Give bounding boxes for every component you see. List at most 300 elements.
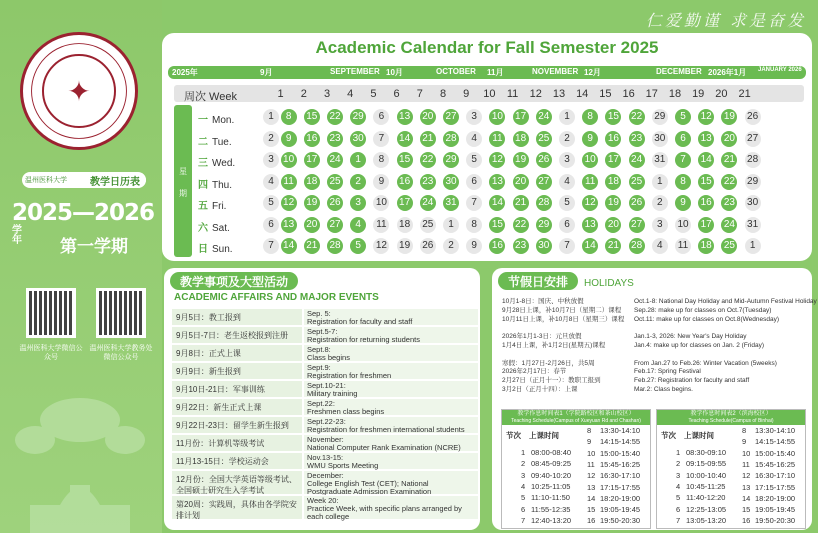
date-cell: 25 <box>629 174 645 190</box>
holiday-en: Feb.27: Registration for faculty and staff <box>634 377 750 385</box>
date-cell: 3 <box>466 109 482 125</box>
date-cell: 15 <box>304 109 320 125</box>
schedule-period: 11 <box>742 459 750 469</box>
date-cell: 28 <box>629 238 645 254</box>
schedule-period: 15 <box>587 505 596 515</box>
schedule-time: 12:25-13:05 <box>686 504 727 514</box>
date-cell: 9 <box>373 174 389 190</box>
weekday-cn: 日 <box>198 244 208 255</box>
date-cell: 19 <box>605 195 621 211</box>
date-cell: 14 <box>698 152 714 168</box>
date-cell: 28 <box>327 238 343 254</box>
event-row <box>172 470 478 494</box>
event-row <box>172 308 478 325</box>
schedule-period: 1 <box>521 448 526 457</box>
week-number: 7 <box>416 88 423 100</box>
date-cell: 2 <box>559 131 575 147</box>
month-label: OCTOBER <box>436 67 476 76</box>
holiday-cn: 1月4日上课，补1月2日(星期五)课程 <box>502 342 606 349</box>
holidays-subtitle: HOLIDAYS <box>584 278 634 289</box>
month-label: JANUARY 2026 <box>758 67 802 73</box>
qr-label-wmu: 温州医科大学微信公众号 <box>19 345 83 361</box>
weekday-band-label: 星 期 <box>179 167 187 198</box>
weekday-label <box>198 176 232 191</box>
date-cell: 16 <box>698 195 714 211</box>
date-cell: 14 <box>281 238 297 254</box>
date-cell: 17 <box>397 195 413 211</box>
date-cell: 19 <box>397 238 413 254</box>
weekday-label <box>198 240 233 255</box>
date-cell: 8 <box>281 109 297 125</box>
weekday-cn: 二 <box>198 136 208 148</box>
weekday-en: Tue. <box>212 136 232 148</box>
holiday-en: Feb.17: Spring Festival <box>634 368 701 376</box>
event-row <box>172 344 478 361</box>
date-cell: 19 <box>721 109 737 125</box>
weekday-label <box>198 219 230 234</box>
weekday-label <box>198 154 235 169</box>
date-cell: 18 <box>698 238 714 254</box>
event-en: Sept.10-21: Military training <box>304 381 478 397</box>
schedule-period: 9 <box>587 437 592 447</box>
date-cell: 30 <box>745 195 761 211</box>
date-cell: 17 <box>698 217 714 233</box>
week-number: 16 <box>622 88 635 100</box>
event-cn: 9月5日-7日：老生返校报到注册 <box>172 327 302 343</box>
schedule-time: 16:30-17:10 <box>755 471 796 481</box>
date-cell: 18 <box>605 174 621 190</box>
calendar-card <box>162 33 812 261</box>
date-cell: 3 <box>559 152 575 168</box>
date-cell: 4 <box>559 174 575 190</box>
week-number: 3 <box>323 88 331 100</box>
date-cell: 19 <box>304 195 320 211</box>
date-cell: 15 <box>698 174 714 190</box>
event-en: Week 20: Practice Week, with specific plans arranged by each college <box>304 496 478 519</box>
schedule-period: 13 <box>587 482 596 492</box>
event-cn: 12月份：全国大学英语等级考试、全国硕士研究生入学考试 <box>172 471 302 494</box>
schedule-time: 14:15-14:55 <box>600 437 641 447</box>
event-cn: 9月22日：新生正式上课 <box>172 399 302 415</box>
schedule-period: 7 <box>676 515 681 525</box>
date-cell: 27 <box>443 109 459 125</box>
date-cell: 30 <box>443 174 459 190</box>
event-cn: 9月5日：教工报到 <box>172 309 302 325</box>
calendar-title: Academic Calendar for Fall Semester 2025 <box>315 38 659 57</box>
date-cell: 16 <box>489 238 505 254</box>
week-number: 12 <box>529 88 542 100</box>
schedule-period: 5 <box>521 493 526 503</box>
event-en: December: College English Test (CET); National Postgraduate Admission Examination <box>304 471 478 494</box>
schedule-time: 15:00-15:40 <box>755 448 796 458</box>
date-cell: 13 <box>698 131 714 147</box>
schedule-time: 10:45-11:25 <box>686 481 726 491</box>
date-cell: 12 <box>489 152 505 168</box>
schedule-period: 9 <box>742 437 747 447</box>
date-cell: 4 <box>652 238 668 254</box>
date-cell: 10 <box>582 152 598 168</box>
week-number: 21 <box>738 88 751 100</box>
date-cell: 22 <box>420 152 436 168</box>
event-en: Sept.9: Registration for freshmen <box>304 363 478 379</box>
date-cell: 30 <box>536 238 552 254</box>
date-cell: 17 <box>304 152 320 168</box>
date-cell: 23 <box>420 174 436 190</box>
schedule-time: 09:15-09:55 <box>686 459 727 469</box>
date-cell: 27 <box>745 131 761 147</box>
schedule-time: 12:40-13:20 <box>531 515 572 525</box>
week-number: 2 <box>300 88 307 100</box>
date-cell: 21 <box>721 152 737 168</box>
weekday-label <box>198 111 234 126</box>
date-cell: 28 <box>536 195 552 211</box>
schedule-time: 15:45-16:25 <box>600 459 641 469</box>
schedule-time: 13:05-13:20 <box>686 515 727 525</box>
date-cell: 2 <box>263 131 279 147</box>
left-panel <box>0 0 162 533</box>
date-cell: 5 <box>675 109 691 125</box>
holiday-cn: 2月27日（正月十一）：教职工报到 <box>502 377 601 385</box>
event-cn: 9月10日-21日：军事训练 <box>172 381 302 397</box>
date-cell: 13 <box>582 217 598 233</box>
date-cell: 23 <box>513 238 529 254</box>
week-number: 20 <box>715 88 728 100</box>
event-en: Sept.5-7: Registration for returning students <box>304 327 478 343</box>
date-cell: 12 <box>582 195 598 211</box>
date-cell: 18 <box>513 131 529 147</box>
date-cell: 8 <box>582 109 598 125</box>
schedule-period: 10 <box>742 448 751 458</box>
week-number: 8 <box>439 88 447 100</box>
schedule-period: 8 <box>587 426 592 435</box>
qr-code-wmu <box>26 288 76 338</box>
week-number: 9 <box>463 88 470 100</box>
holiday-cn: 9月28日上课，补10月7日（星期二）课程 <box>502 306 622 314</box>
schedule-title: 教学作息时间表1（学院路校区和茶山校区） <box>517 411 635 417</box>
date-cell: 2 <box>443 238 459 254</box>
date-cell: 14 <box>489 195 505 211</box>
date-cell: 10 <box>489 109 505 125</box>
date-cell: 27 <box>629 217 645 233</box>
schedule-header-period: 节次 <box>506 431 521 440</box>
holiday-cn: 10月1-8日：国庆、中秋放假 <box>502 298 584 305</box>
month-label: 11月 <box>487 68 504 77</box>
holiday-cn: 2026年1月1-3日：元旦放假 <box>502 333 582 341</box>
holiday-en: From Jan.27 to Feb.26: Winter Vacation (5weeks) <box>634 359 777 367</box>
week-number: 13 <box>552 88 566 100</box>
weekday-cn: 三 <box>198 158 208 169</box>
calendar-label-pill <box>22 172 146 188</box>
date-cell: 8 <box>675 174 691 190</box>
schedule-period: 4 <box>521 481 526 491</box>
schedule-time: 11:40-12:20 <box>686 493 726 503</box>
date-cell: 7 <box>263 238 279 254</box>
schedule-time: 13:30-14:10 <box>755 426 796 435</box>
qr-code-academic <box>96 288 146 338</box>
holiday-cn: 2026年2月17日：春节 <box>502 368 567 376</box>
schedule-period: 14 <box>587 493 596 503</box>
date-cell: 3 <box>263 152 279 168</box>
date-cell: 20 <box>420 109 436 125</box>
slogan: 仁爱勤谨 求是奋发 <box>645 11 806 30</box>
date-cell: 1 <box>652 174 668 190</box>
date-cell: 5 <box>350 238 366 254</box>
date-cell: 2 <box>652 195 668 211</box>
schedule-time: 18:20-19:00 <box>600 493 641 503</box>
weekday-cn: 一 <box>198 115 208 126</box>
date-cell: 4 <box>466 131 482 147</box>
schedule-subtitle: Teaching Schedule(Campus of Xueyuan Rd and Chashan) <box>511 418 641 424</box>
schedule-header-time: 上课时间 <box>529 431 559 440</box>
date-cell: 16 <box>605 131 621 147</box>
weekday-en: Fri. <box>212 201 227 212</box>
schedule-period: 3 <box>521 470 526 480</box>
date-cell: 26 <box>536 152 552 168</box>
week-number: 10 <box>483 88 496 100</box>
date-cell: 19 <box>513 152 529 168</box>
date-cell: 8 <box>373 152 389 168</box>
month-label: 10月 <box>386 68 403 77</box>
date-cell: 30 <box>350 131 366 147</box>
date-cell: 1 <box>559 109 575 125</box>
date-cell: 3 <box>652 217 668 233</box>
event-row <box>172 398 478 415</box>
schedule-time: 08:00-08:40 <box>531 448 572 457</box>
affairs-subtitle: ACADEMIC AFFAIRS AND MAJOR EVENTS <box>174 292 379 303</box>
date-cell: 20 <box>304 217 320 233</box>
date-cell: 6 <box>466 174 482 190</box>
date-cell: 29 <box>536 217 552 233</box>
date-cell: 17 <box>513 109 529 125</box>
date-cell: 10 <box>281 152 297 168</box>
date-cell: 12 <box>698 109 714 125</box>
week-number: 15 <box>599 88 612 100</box>
weekday-en: Mon. <box>212 115 235 126</box>
event-row <box>172 452 478 469</box>
weekday-en: Thu. <box>212 179 233 191</box>
schedule-time: 13:30-14:10 <box>600 426 641 435</box>
holiday-en: Mar.2: Class begins. <box>634 386 693 393</box>
date-cell: 21 <box>605 238 621 254</box>
schedule-time: 16:30-17:10 <box>600 471 641 481</box>
week-label: 周次 Week <box>184 91 237 103</box>
qr-label-academic: 温州医科大学教务处微信公众号 <box>89 345 153 361</box>
logo-emblem: ✦ <box>42 54 116 128</box>
affairs-title: 教学事项及大型活动 <box>170 272 298 290</box>
event-row <box>172 434 478 451</box>
week-number: 14 <box>576 88 589 100</box>
date-cell: 28 <box>443 131 459 147</box>
university-logo <box>20 32 138 150</box>
schedule-period: 1 <box>676 448 681 457</box>
term-label: 第一学期 <box>60 237 128 256</box>
schedule-period: 3 <box>676 470 681 480</box>
date-cell: 23 <box>721 195 737 211</box>
event-en: Nov.13-15: WMU Sports Meeting <box>304 453 478 469</box>
date-cell: 24 <box>327 152 343 168</box>
schedule-time: 08:30-09:10 <box>686 448 727 457</box>
date-cell: 5 <box>263 195 279 211</box>
event-row <box>172 380 478 397</box>
date-cell: 7 <box>559 238 575 254</box>
schedule-period: 12 <box>742 471 751 481</box>
date-cell: 16 <box>304 131 320 147</box>
date-cell: 26 <box>629 195 645 211</box>
date-cell: 14 <box>397 131 413 147</box>
date-cell: 23 <box>629 131 645 147</box>
date-cell: 1 <box>350 152 366 168</box>
date-cell: 1 <box>745 238 761 254</box>
schedule-period: 16 <box>587 516 596 526</box>
weekday-cn: 五 <box>198 201 208 212</box>
schedule-time: 17:15-17:55 <box>755 482 796 492</box>
date-cell: 25 <box>327 174 343 190</box>
date-cell: 4 <box>263 174 279 190</box>
holiday-en: Oct.11: make up for classes on Oct.8(Wednesday) <box>634 315 779 323</box>
schedule-period: 4 <box>676 481 681 491</box>
date-cell: 27 <box>327 217 343 233</box>
event-en: Sept.8: Class begins <box>304 345 478 361</box>
date-cell: 7 <box>675 152 691 168</box>
schedule-period: 2 <box>521 459 526 469</box>
date-cell: 27 <box>536 174 552 190</box>
schedule-period: 13 <box>742 482 751 492</box>
date-cell: 2 <box>350 174 366 190</box>
schedule-time: 08:45-09:25 <box>531 459 572 469</box>
week-number: 5 <box>370 88 377 100</box>
date-cell: 20 <box>513 174 529 190</box>
date-cell: 23 <box>327 131 343 147</box>
weekday-cn: 四 <box>198 179 208 191</box>
date-cell: 21 <box>420 131 436 147</box>
date-cell: 15 <box>605 109 621 125</box>
event-en: November: National Computer Rank Examination (NCRE) <box>304 435 478 451</box>
event-cn: 11月份：计算机等级考试 <box>172 435 302 451</box>
building-decoration <box>10 390 150 533</box>
schedule-period: 6 <box>521 504 526 514</box>
schedule-period: 10 <box>587 448 596 458</box>
event-cn: 9月22日-23日：留学生新生报到 <box>172 417 302 433</box>
affairs-section <box>164 268 480 530</box>
month-label: SEPTEMBER <box>330 67 380 76</box>
date-cell: 25 <box>536 131 552 147</box>
date-cell: 9 <box>582 131 598 147</box>
date-cell: 5 <box>559 195 575 211</box>
schedule-period: 2 <box>676 459 681 469</box>
schedule-time: 17:15-17:55 <box>600 482 641 492</box>
event-cn: 9月8日：正式上课 <box>172 345 302 361</box>
schedule-period: 15 <box>742 505 751 515</box>
date-cell: 24 <box>629 152 645 168</box>
schedule-time: 18:20-19:00 <box>755 493 796 503</box>
date-cell: 11 <box>281 174 297 190</box>
date-cell: 18 <box>304 174 320 190</box>
date-cell: 6 <box>373 109 389 125</box>
date-cell: 10 <box>675 217 691 233</box>
date-cell: 11 <box>489 131 505 147</box>
event-cn: 11月13-15日：学校运动会 <box>172 453 302 469</box>
date-cell: 15 <box>489 217 505 233</box>
event-en: Sept.22-23: Registration for freshmen international students <box>304 417 478 433</box>
date-cell: 6 <box>263 217 279 233</box>
academic-year: 2025—2026学年 <box>12 200 155 246</box>
date-cell: 29 <box>350 109 366 125</box>
date-cell: 20 <box>721 131 737 147</box>
schedule-time: 19:50-20:30 <box>755 516 796 526</box>
event-cn: 9月9日：新生报到 <box>172 363 302 379</box>
event-row <box>172 495 478 519</box>
holiday-cn: 寒假：1月27日-2月26日，共5周 <box>502 359 595 367</box>
holiday-en: Jan.1-3, 2026: New Year's Day Holiday <box>634 333 747 341</box>
week-number: 19 <box>692 88 705 100</box>
schedule-time: 14:15-14:55 <box>755 437 796 447</box>
date-cell: 4 <box>350 217 366 233</box>
date-cell: 15 <box>397 152 413 168</box>
calendar-label: 教学日历表 <box>90 173 146 188</box>
date-cell: 20 <box>605 217 621 233</box>
schedule-header-period: 节次 <box>661 431 676 440</box>
date-cell: 21 <box>304 238 320 254</box>
weekday-en: Sat. <box>212 222 230 234</box>
date-cell: 29 <box>443 152 459 168</box>
date-cell: 14 <box>582 238 598 254</box>
schedule-period: 11 <box>587 459 595 469</box>
date-cell: 24 <box>536 109 552 125</box>
date-cell: 6 <box>675 131 691 147</box>
schedule-period: 5 <box>676 493 681 503</box>
date-cell: 6 <box>559 217 575 233</box>
month-label: 2025年 <box>172 68 198 77</box>
date-cell: 17 <box>605 152 621 168</box>
schedule-time: 10:25-11:05 <box>531 481 571 491</box>
event-row <box>172 326 478 343</box>
schedule-time: 11:10-11:50 <box>531 493 570 503</box>
date-cell: 13 <box>397 109 413 125</box>
month-label: 12月 <box>584 68 601 77</box>
date-cell: 30 <box>652 131 668 147</box>
schedule-time: 10:00-10:40 <box>686 470 727 480</box>
date-cell: 22 <box>629 109 645 125</box>
schedule-time: 19:50-20:30 <box>600 516 641 526</box>
schedule-time: 15:45-16:25 <box>755 459 796 469</box>
date-cell: 8 <box>466 217 482 233</box>
date-cell: 31 <box>652 152 668 168</box>
schedule-time: 11:55-12:35 <box>531 504 571 514</box>
date-cell: 25 <box>721 238 737 254</box>
logo-ring <box>23 35 135 147</box>
week-number: 18 <box>668 88 682 100</box>
date-cell: 26 <box>745 109 761 125</box>
schedule-period: 8 <box>742 426 747 435</box>
date-cell: 9 <box>281 131 297 147</box>
university-name: 温州医科大学 <box>25 177 67 184</box>
date-cell: 29 <box>745 174 761 190</box>
date-cell: 22 <box>327 109 343 125</box>
date-cell: 13 <box>281 217 297 233</box>
date-cell: 22 <box>721 174 737 190</box>
schedule-header-time: 上课时间 <box>684 431 714 440</box>
schedule-period: 7 <box>521 515 526 525</box>
schedule-period: 12 <box>587 471 596 481</box>
date-cell: 31 <box>443 195 459 211</box>
schedule-title: 教学作息时间表2（滨海校区） <box>690 411 772 417</box>
date-cell: 9 <box>675 195 691 211</box>
date-cell: 1 <box>443 217 459 233</box>
schedule-subtitle: Teaching Schedule(Campus of Binhai) <box>688 418 774 424</box>
schedule-time: 15:00-15:40 <box>600 448 641 458</box>
schedule-period: 16 <box>742 516 751 526</box>
date-cell: 13 <box>489 174 505 190</box>
